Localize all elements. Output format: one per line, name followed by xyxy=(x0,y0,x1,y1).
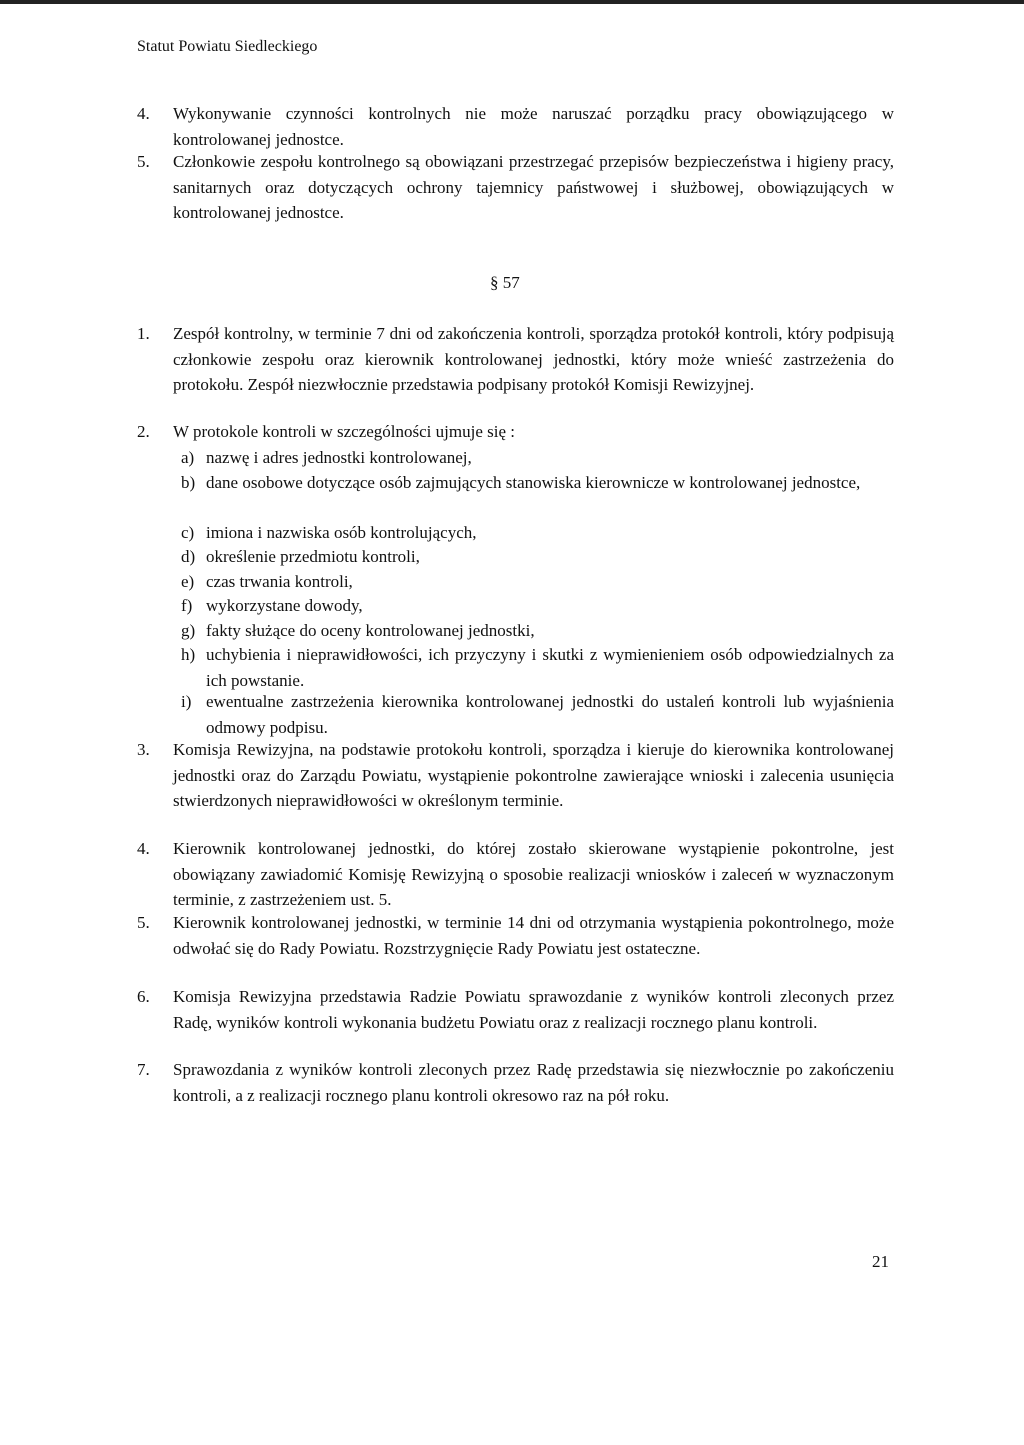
paragraph-item xyxy=(137,1057,894,1108)
document-header: Statut Powiatu Siedleckiego xyxy=(137,38,318,55)
subitem-text: fakty służące do oceny kontrolowanej jednostki, xyxy=(206,621,535,640)
list-subitem xyxy=(173,445,894,471)
list-subitem xyxy=(173,689,894,740)
paragraph-item xyxy=(137,910,894,961)
subitem-letter: e) xyxy=(181,572,195,591)
item-text: Zespół kontrolny, w terminie 7 dni od zakończenia kontroli, sporządza protokół kontroli, który podpisują członkowie zespołu oraz kierownik kontrolowanej jednostki, który może wnieść zastrzeżenia do protokołu. Zespół niezwłocznie przedstawia podpisany protokół Komisji Rewizyjnej. xyxy=(173,324,894,394)
list-subitem xyxy=(173,470,894,496)
item-number: 3. xyxy=(137,740,150,759)
subitem-text: czas trwania kontroli, xyxy=(206,572,353,591)
item-number: 4. xyxy=(137,839,150,858)
list-subitem xyxy=(173,569,894,595)
item-number: 7. xyxy=(137,1060,150,1079)
subitem-letter: i) xyxy=(181,692,192,711)
paragraph-item xyxy=(137,836,894,913)
item-text: Wykonywanie czynności kontrolnych nie może naruszać porządku pracy obowiązującego w kontrolowanej jednostce. xyxy=(173,104,894,149)
list-subitem xyxy=(173,618,894,644)
item-number: 6. xyxy=(137,987,150,1006)
item-text: W protokole kontroli w szczególności ujmuje się : xyxy=(173,422,515,441)
paragraph-item xyxy=(137,737,894,814)
paragraph-item xyxy=(137,149,894,226)
subitem-text: uchybienia i nieprawidłowości, ich przyczyny i skutki z wymienieniem osób odpowiedzialnych za ich powstanie. xyxy=(206,645,894,690)
paragraph-item xyxy=(137,101,894,152)
subitem-letter: a) xyxy=(181,448,195,467)
list-subitem xyxy=(173,642,894,693)
item-text: Komisja Rewizyjna przedstawia Radzie Powiatu sprawozdanie z wyników kontroli zleconych przez Radę, wyników kontroli wykonania budżetu Powiatu oraz z realizacji rocznego planu kontroli. xyxy=(173,987,894,1032)
item-text: Kierownik kontrolowanej jednostki, w terminie 14 dni od otrzymania wystąpienia pokontrolnego, może odwołać się do Rady Powiatu. Rozstrzygnięcie Rady Powiatu jest ostateczne. xyxy=(173,913,894,958)
item-number: 5. xyxy=(137,913,150,932)
item-number: 1. xyxy=(137,324,150,343)
subitem-letter: g) xyxy=(181,621,196,640)
subitem-letter: c) xyxy=(181,523,195,542)
list-subitem xyxy=(173,520,894,546)
list-subitem xyxy=(173,593,894,619)
item-text: Kierownik kontrolowanej jednostki, do której zostało skierowane wystąpienie pokontrolne, jest obowiązany zawiadomić Komisję Rewizyjną o sposobie realizacji wniosków i zaleceń w wyznaczonym terminie, z zastrzeżeniem ust. 5. xyxy=(173,839,894,909)
subitem-text: określenie przedmiotu kontroli, xyxy=(206,547,420,566)
subitem-text: nazwę i adres jednostki kontrolowanej, xyxy=(206,448,472,467)
item-number: 5. xyxy=(137,152,150,171)
subitem-text: ewentualne zastrzeżenia kierownika kontrolowanej jednostki do ustaleń kontroli lub wyjaśnienia odmowy podpisu. xyxy=(206,692,894,737)
subitem-letter: h) xyxy=(181,645,196,664)
subitem-text: dane osobowe dotyczące osób zajmujących stanowiska kierownicze w kontrolowanej jednostce, xyxy=(206,473,861,492)
section-heading: § 57 xyxy=(490,273,520,292)
paragraph-item xyxy=(137,984,894,1035)
item-text: Członkowie zespołu kontrolnego są obowiązani przestrzegać przepisów bezpieczeństwa i higieny pracy, sanitarnych oraz dotyczących ochrony tajemnicy państwowej i służbowej, obowiązujących w kontrolowanej jednostce. xyxy=(173,152,894,222)
list-subitem xyxy=(173,544,894,570)
subitem-text: wykorzystane dowody, xyxy=(206,596,363,615)
item-text: Komisja Rewizyjna, na podstawie protokołu kontroli, sporządza i kieruje do kierownika kontrolowanej jednostki oraz do Zarządu Powiatu, wystąpienie pokontrolne zawierające wnioski i zalecenia usunięcia stwierdzonych nieprawidłowości w określonym terminie. xyxy=(173,740,894,810)
paragraph-item xyxy=(137,419,894,445)
subitem-letter: f) xyxy=(181,596,193,615)
item-number: 4. xyxy=(137,104,150,123)
item-text: Sprawozdania z wyników kontroli zleconych przez Radę przedstawia się niezwłocznie po zakończeniu kontroli, a z realizacji rocznego planu kontroli okresowo raz na pół roku. xyxy=(173,1060,894,1105)
subitem-text: imiona i nazwiska osób kontrolujących, xyxy=(206,523,477,542)
item-number: 2. xyxy=(137,422,150,441)
subitem-letter: d) xyxy=(181,547,196,566)
paragraph-item xyxy=(137,321,894,398)
subitem-letter: b) xyxy=(181,473,196,492)
page-number: 21 xyxy=(872,1252,889,1271)
